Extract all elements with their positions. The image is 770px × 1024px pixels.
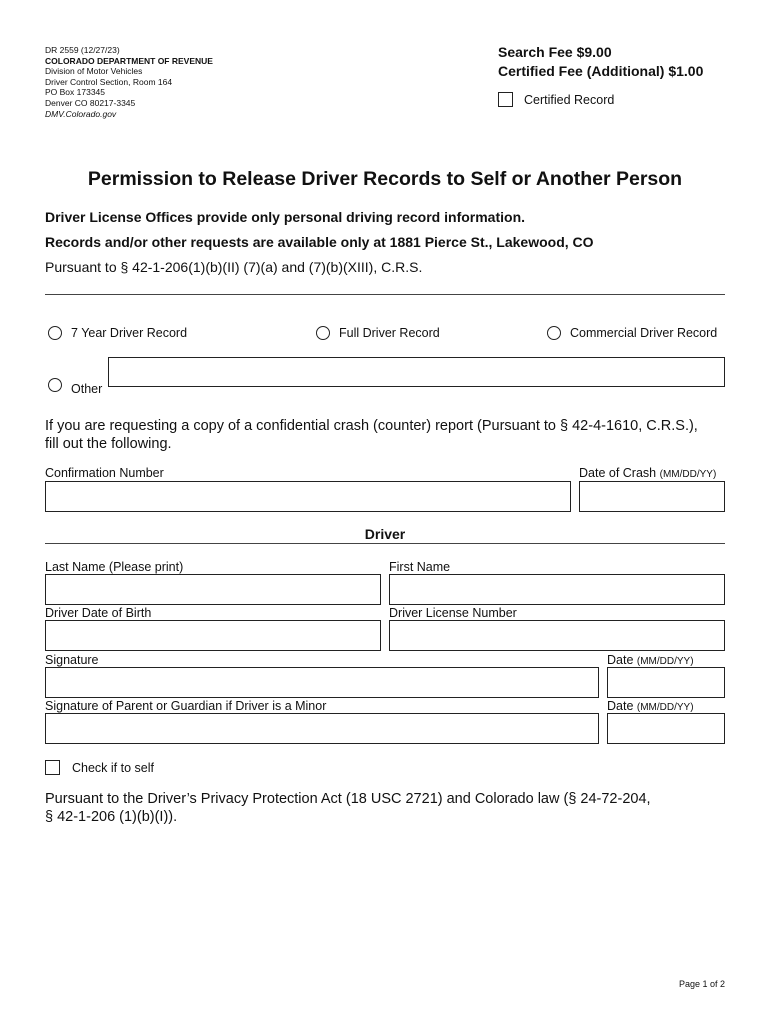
radio-other[interactable] bbox=[48, 378, 62, 392]
intro-line-2: Records and/or other requests are available only at 1881 Pierce St., Lakewood, CO bbox=[45, 234, 594, 250]
option-commercial-record[interactable] bbox=[547, 326, 717, 340]
other-field[interactable] bbox=[108, 357, 725, 387]
option-full-label: Full Driver Record bbox=[339, 326, 440, 340]
license-number-label: Driver License Number bbox=[389, 606, 517, 620]
radio-full[interactable] bbox=[316, 326, 330, 340]
guardian-date-label: Date bbox=[607, 699, 634, 713]
option-7-year-record[interactable] bbox=[48, 326, 187, 340]
option-other-label: Other bbox=[71, 382, 103, 396]
page-number: Page 1 of 2 bbox=[678, 979, 725, 989]
signature-date-format: (MM/DD/YY) bbox=[636, 656, 694, 667]
signature-date-field[interactable] bbox=[607, 667, 725, 698]
first-name-field[interactable] bbox=[389, 574, 725, 605]
confirmation-number-field[interactable] bbox=[45, 481, 571, 512]
dppa-line-1: Pursuant to the Driver’s Privacy Protection Act (18 USC 2721) and Colorado law (§ 24-72-204, bbox=[45, 791, 651, 807]
crash-instructions bbox=[45, 417, 698, 453]
last-name-label: Last Name (Please print) bbox=[45, 560, 184, 574]
signature-date-label-wrap bbox=[607, 653, 694, 667]
city-address: Denver CO 80217-3345 bbox=[45, 97, 136, 108]
division-name: Division of Motor Vehicles bbox=[45, 66, 143, 77]
crash-line-2: fill out the following. bbox=[45, 436, 172, 452]
signature-date-label: Date bbox=[607, 653, 634, 667]
option-other[interactable] bbox=[48, 374, 102, 396]
divider bbox=[45, 294, 725, 295]
license-number-field[interactable] bbox=[389, 620, 725, 651]
signature-label: Signature bbox=[45, 653, 99, 667]
self-checkbox[interactable] bbox=[45, 760, 60, 775]
po-box: PO Box 173345 bbox=[45, 87, 106, 98]
guardian-signature-field[interactable] bbox=[45, 713, 599, 744]
certified-record-option[interactable] bbox=[498, 92, 614, 107]
certified-record-checkbox[interactable] bbox=[498, 92, 513, 107]
radio-commercial[interactable] bbox=[547, 326, 561, 340]
driver-divider bbox=[45, 543, 725, 544]
option-commercial-label: Commercial Driver Record bbox=[570, 326, 718, 340]
page-title: Permission to Release Driver Records to Self or Another Person bbox=[87, 168, 683, 190]
crash-line-1: If you are requesting a copy of a confidential crash (counter) report (Pursuant to § 42-4-1610, C.R.S.), bbox=[45, 418, 698, 434]
certified-fee: Certified Fee (Additional) $1.00 bbox=[498, 63, 704, 79]
intro-line-3: Pursuant to § 42-1-206(1)(b)(II) (7)(a) and (7)(b)(XIII), C.R.S. bbox=[45, 259, 423, 275]
self-check-label: Check if to self bbox=[72, 760, 154, 775]
last-name-field[interactable] bbox=[45, 574, 381, 605]
form-number: DR 2559 (12/27/23) bbox=[45, 45, 120, 55]
dob-field[interactable] bbox=[45, 620, 381, 651]
crash-date-format: (MM/DD/YY) bbox=[659, 469, 717, 480]
crash-date-label-wrap bbox=[579, 466, 716, 480]
dppa-line-2: § 42-1-206 (1)(b)(I)). bbox=[45, 809, 178, 825]
signature-field[interactable] bbox=[45, 667, 599, 698]
agency-header bbox=[45, 45, 213, 119]
guardian-date-label-wrap bbox=[607, 699, 694, 713]
option-7-year-label: 7 Year Driver Record bbox=[71, 326, 188, 340]
dob-label: Driver Date of Birth bbox=[45, 606, 152, 620]
fee-block bbox=[498, 43, 703, 81]
radio-7-year[interactable] bbox=[48, 326, 62, 340]
guardian-date-format: (MM/DD/YY) bbox=[636, 702, 694, 713]
intro-line-1: Driver License Offices provide only personal driving record information. bbox=[45, 209, 526, 225]
crash-date-field[interactable] bbox=[579, 481, 725, 512]
first-name-label: First Name bbox=[389, 560, 451, 574]
self-check-option[interactable] bbox=[45, 760, 154, 775]
dppa-statement bbox=[45, 790, 651, 826]
guardian-signature-label: Signature of Parent or Guardian if Driver is a Minor bbox=[45, 699, 327, 713]
option-full-record[interactable] bbox=[316, 326, 440, 340]
website: DMV.Colorado.gov bbox=[45, 108, 117, 119]
certified-record-label: Certified Record bbox=[524, 92, 615, 107]
crash-date-label: Date of Crash bbox=[579, 466, 657, 480]
confirmation-number-label: Confirmation Number bbox=[45, 466, 164, 480]
driver-section-title: Driver bbox=[364, 526, 406, 542]
search-fee: Search Fee $9.00 bbox=[498, 44, 612, 60]
section-name: Driver Control Section, Room 164 bbox=[45, 76, 173, 87]
department-name: COLORADO DEPARTMENT OF REVENUE bbox=[45, 55, 213, 66]
guardian-date-field[interactable] bbox=[607, 713, 725, 744]
